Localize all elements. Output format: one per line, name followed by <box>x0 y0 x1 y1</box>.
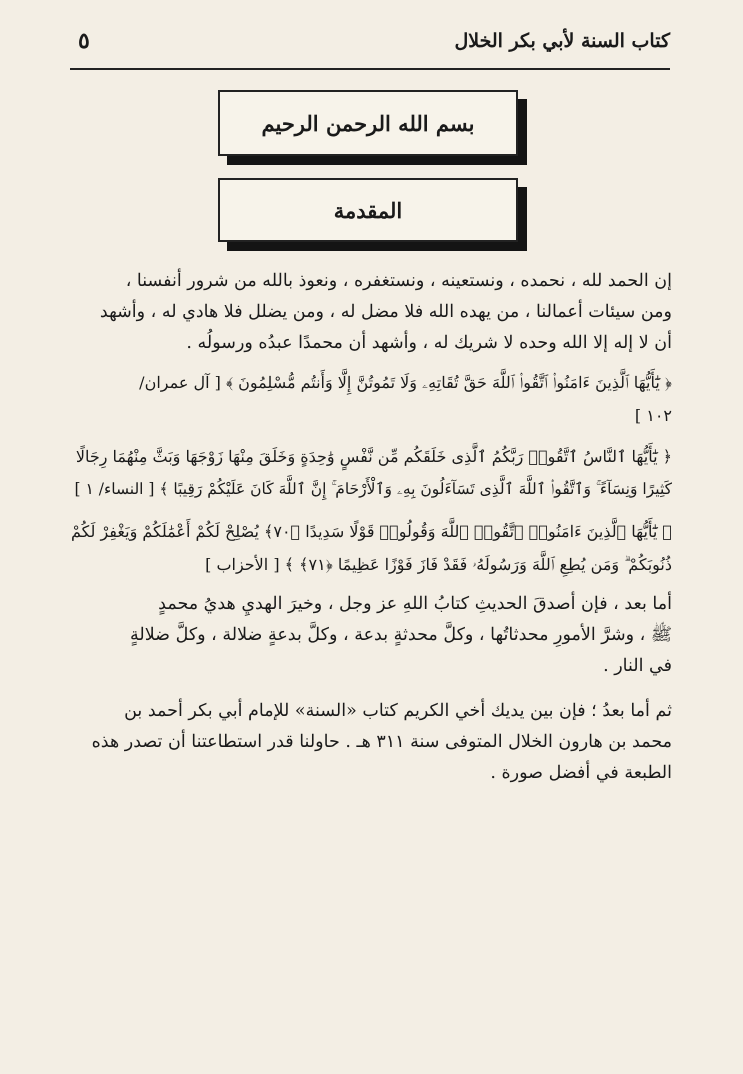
running-title: كتاب السنة لأبي بكر الخلال <box>454 30 670 52</box>
text-line: محمد بن هارون الخلال المتوفى سنة ٣١١ هـ . حاولنا قدر استطاعتنا أن تصدر هذه <box>91 732 672 752</box>
text-line: ثم أما بعدُ ؛ فإن بين يديك أخي الكريم كتاب «السنة» للإمام أبي بكر أحمد بن <box>124 701 672 721</box>
intro-title: المقدمة <box>333 197 403 223</box>
page-header <box>70 24 670 64</box>
text-line: ﷺ ، وشرَّ الأمورِ محدثاتُها ، وكلَّ محدثةٍ بدعة ، وكلَّ بدعةٍ ضلالة ، وكلَّ ضلالةٍ <box>130 625 672 645</box>
text-line: الطبعة في أفضل صورة . <box>490 763 672 783</box>
page-number: ٥ <box>78 28 90 54</box>
verse-al-imran <box>64 366 672 432</box>
verse-line: ﴿ يَٰٓأَيُّهَا ٱلَّذِينَ ءَامَنُوا۟ ٱتَّقُوا۟ ٱللَّهَ حَقَّ تُقَاتِهِۦ وَلَا تَمُوتُنَّ إِلَّا وَأَنتُم مُّسْلِمُونَ ﴾ [ آل عمران/ <box>139 373 672 392</box>
verse-line: ١٠٢ ] <box>634 406 672 425</box>
basmala-box <box>218 90 518 156</box>
text-line: إن الحمد لله ، نحمده ، ونستعينه ، ونستغفره ، ونعوذ بالله من شرور أنفسنا ، <box>125 271 672 291</box>
paragraph-opening <box>64 266 672 359</box>
text-line: ومن سيئات أعمالنا ، من يهده الله فلا مضل له ، ومن يضلل فلا هادي له ، وأشهد <box>99 302 672 322</box>
text-line: في النار . <box>603 656 672 676</box>
basmala-text: بسم الله الرحمن الرحيم <box>261 110 475 136</box>
verse-line: ذُنُوبَكُمْ ۗ وَمَن يُطِعِ ٱللَّهَ وَرَسُولَهُۥ فَقَدْ فَازَ فَوْزًا عَظِيمًا ﴿٧١﴾ ﴾ [ الأحزاب ] <box>205 555 672 574</box>
header-rule <box>70 68 670 70</box>
text-line: أن لا إله إلا الله وحده لا شريك له ، وأشهد أن محمدًا عبدُه ورسولُه . <box>186 333 672 353</box>
verse-al-ahzab <box>64 515 672 581</box>
verse-line: كَثِيرًا وَنِسَآءً ۚ وَٱتَّقُوا۟ ٱللَّهَ ٱلَّذِى تَسَآءَلُونَ بِهِۦ وَٱلْأَرْحَامَ ۚ إِنَّ ٱللَّهَ كَانَ عَلَيْكُمْ رَقِيبًا ﴾ [ النساء/ ١ ] <box>74 480 672 498</box>
paragraph-book-intro <box>64 696 672 789</box>
paragraph-amma-bad <box>64 589 672 682</box>
verse-line: ﴿ يَٰٓأَيُّهَا ٱلنَّاسُ ٱتَّقُوا۟ رَبَّكُمُ ٱلَّذِى خَلَقَكُم مِّن نَّفْسٍ وَٰحِدَةٍ وَخَلَقَ مِنْهَا زَوْجَهَا وَبَثَّ مِنْهُمَا رِجَالًا <box>75 447 672 466</box>
verse-an-nisa <box>64 440 672 506</box>
verse-line: ﴿ يَٰٓأَيُّهَا ٱلَّذِينَ ءَامَنُوا۟ ٱتَّقُوا۟ ٱللَّهَ وَقُولُوا۟ قَوْلًا سَدِيدًا ﴿٧٠﴾ يُصْلِحْ لَكُمْ أَعْمَٰلَكُمْ وَيَغْفِرْ لَكُمْ <box>71 522 672 541</box>
text-line: أما بعد ، فإن أصدقَ الحديثِ كتابُ اللهِ عز وجل ، وخيرَ الهديِ هديُ محمدٍ <box>158 594 672 614</box>
intro-title-box <box>218 178 518 242</box>
